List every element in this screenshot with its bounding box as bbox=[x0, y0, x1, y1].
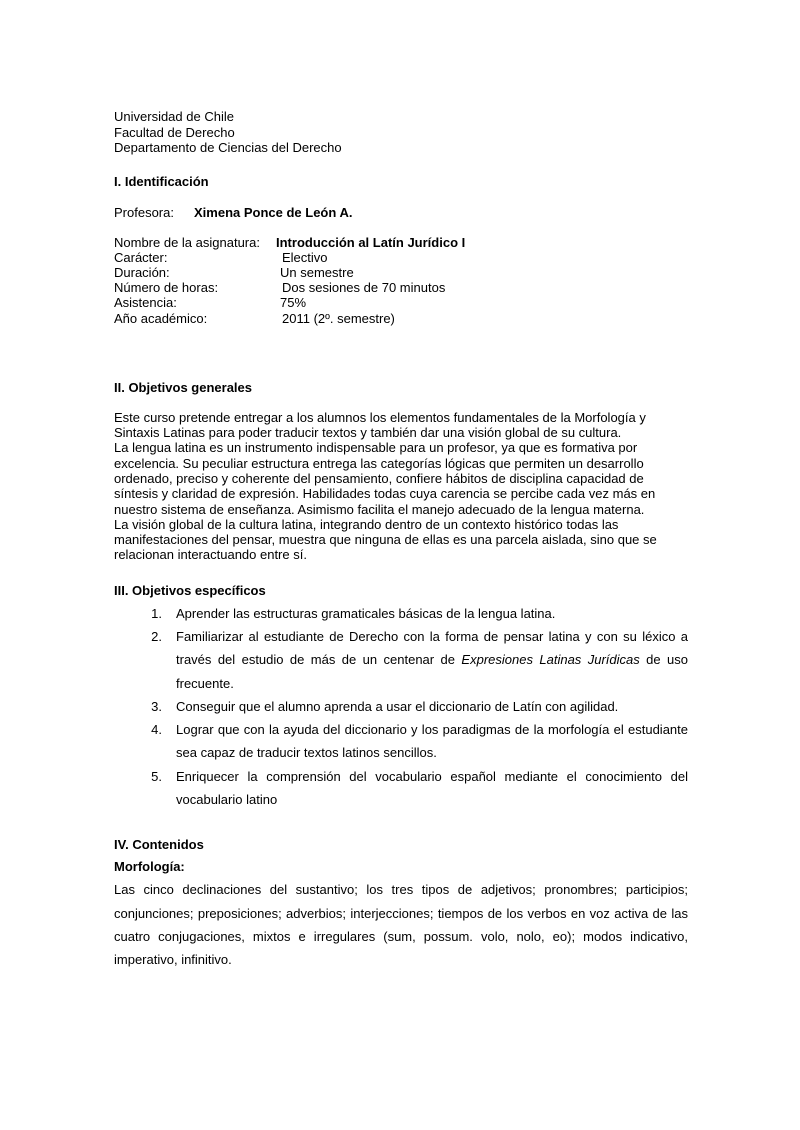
item-text-italic: Expresiones Latinas Jurídicas bbox=[461, 652, 640, 668]
general-objectives-text bbox=[114, 410, 688, 563]
item-text-part: Familiarizar al estudiante de Derecho con la forma de pensar latina y con su léxico a través del estudio de más de un centenar de bbox=[176, 628, 688, 668]
item-text bbox=[162, 625, 688, 695]
info-row-hours bbox=[114, 280, 688, 295]
paragraph-line: relacionan interactuando entre sí. bbox=[114, 547, 307, 563]
info-value: Introducción al Latín Jurídico I bbox=[276, 234, 466, 250]
list-item bbox=[114, 625, 688, 695]
info-row-academic-year bbox=[114, 311, 688, 326]
item-text: Conseguir que el alumno aprenda a usar el diccionario de Latín con agilidad. bbox=[176, 698, 619, 714]
item-text: Enriquecer la comprensión del vocabulario español mediante el conocimiento del vocabulario latino bbox=[176, 768, 688, 808]
list-item bbox=[114, 695, 688, 718]
info-value: Electivo bbox=[282, 249, 328, 265]
professor-row bbox=[114, 205, 688, 221]
course-info-table bbox=[114, 235, 688, 326]
item-number: 5. bbox=[151, 768, 162, 784]
info-value: 2011 (2º. semestre) bbox=[282, 310, 395, 326]
paragraph-line: La lengua latina es un instrumento indispensable para un profesor, ya que es formativa por bbox=[114, 440, 638, 456]
item-text: Lograr que con la ayuda del diccionario y los paradigmas de la morfología el estudiante sea capaz de traducir textos latinos sencillos. bbox=[176, 722, 688, 761]
info-row-attendance bbox=[114, 295, 688, 310]
info-value: 75% bbox=[280, 295, 307, 311]
institution-header bbox=[114, 109, 688, 156]
item-text: Aprender las estructuras gramaticales básicas de la lengua latina. bbox=[176, 605, 556, 621]
item-number: 1. bbox=[151, 605, 162, 621]
paragraph-line: ordenado, preciso y coherente del pensamiento, confiere hábitos de disciplina capacidad de bbox=[114, 470, 644, 486]
list-item bbox=[114, 718, 688, 765]
info-row-duration bbox=[114, 265, 688, 280]
faculty-name: Facultad de Derecho bbox=[114, 124, 235, 140]
department-name: Departamento de Ciencias del Derecho bbox=[114, 140, 342, 155]
info-label: Nombre de la asignatura: bbox=[114, 234, 260, 250]
section-specific-objectives-title: III. Objetivos específicos bbox=[114, 582, 266, 598]
section-contents-title: IV. Contenidos bbox=[114, 837, 204, 853]
item-number: 4. bbox=[151, 722, 162, 738]
professor-label: Profesora: bbox=[114, 204, 174, 220]
morphology-text: Las cinco declinaciones del sustantivo; los tres tipos de adjetivos; pronombres; participios; conjunciones; preposiciones; adverbios; interjecciones; tiempos de los verbos en voz activa de las cuatro conjugaciones, mixtos e irregulares (sum, possum. volo, nolo, eo); modos indicativo, imperativo, infinitivo. bbox=[114, 882, 688, 968]
section-identification-title: I. Identificación bbox=[114, 173, 209, 189]
info-label: Año académico: bbox=[114, 310, 208, 326]
info-label: Duración: bbox=[114, 264, 170, 280]
paragraph-line: Este curso pretende entregar a los alumnos los elementos fundamentales de la Morfología y bbox=[114, 409, 646, 425]
morphology-subtitle: Morfología: bbox=[114, 859, 185, 875]
info-row-character bbox=[114, 250, 688, 265]
item-text-part: de uso frecuente. bbox=[176, 652, 688, 691]
info-label: Número de horas: bbox=[114, 280, 219, 296]
paragraph-line: Sintaxis Latinas para poder traducir textos y también dar una visión global de su cultura. bbox=[114, 425, 622, 441]
info-label: Asistencia: bbox=[114, 295, 177, 311]
info-value: Un semestre bbox=[280, 264, 354, 280]
item-number: 2. bbox=[151, 628, 162, 644]
paragraph-line: La visión global de la cultura latina, integrando dentro de un contexto histórico todas las bbox=[114, 516, 619, 532]
professor-name: Ximena Ponce de León A. bbox=[194, 204, 353, 220]
paragraph-line: excelencia. Su peculiar estructura entrega las categorías lógicas que permiten un desarrollo bbox=[114, 455, 644, 471]
paragraph-line: nuestro sistema de enseñanza. Asimismo facilita el manejo adecuado de la lengua materna. bbox=[114, 501, 645, 517]
item-number: 3. bbox=[151, 698, 162, 714]
info-value: Dos sesiones de 70 minutos bbox=[282, 280, 446, 296]
university-name: Universidad de Chile bbox=[114, 109, 234, 124]
section-general-objectives-title: II. Objetivos generales bbox=[114, 379, 252, 395]
paragraph-line: síntesis y claridad de expresión. Habilidades todas cuya carencia se percibe cada vez más en bbox=[114, 486, 656, 502]
paragraph-line: manifestaciones del pensar, muestra que ninguna de ellas es una parcela aislada, sino que se bbox=[114, 532, 657, 548]
list-item bbox=[114, 765, 688, 812]
list-item bbox=[114, 602, 688, 625]
document-page bbox=[114, 109, 688, 972]
info-row-course-name bbox=[114, 235, 688, 250]
info-label: Carácter: bbox=[114, 249, 168, 265]
specific-objectives-list bbox=[114, 602, 688, 812]
